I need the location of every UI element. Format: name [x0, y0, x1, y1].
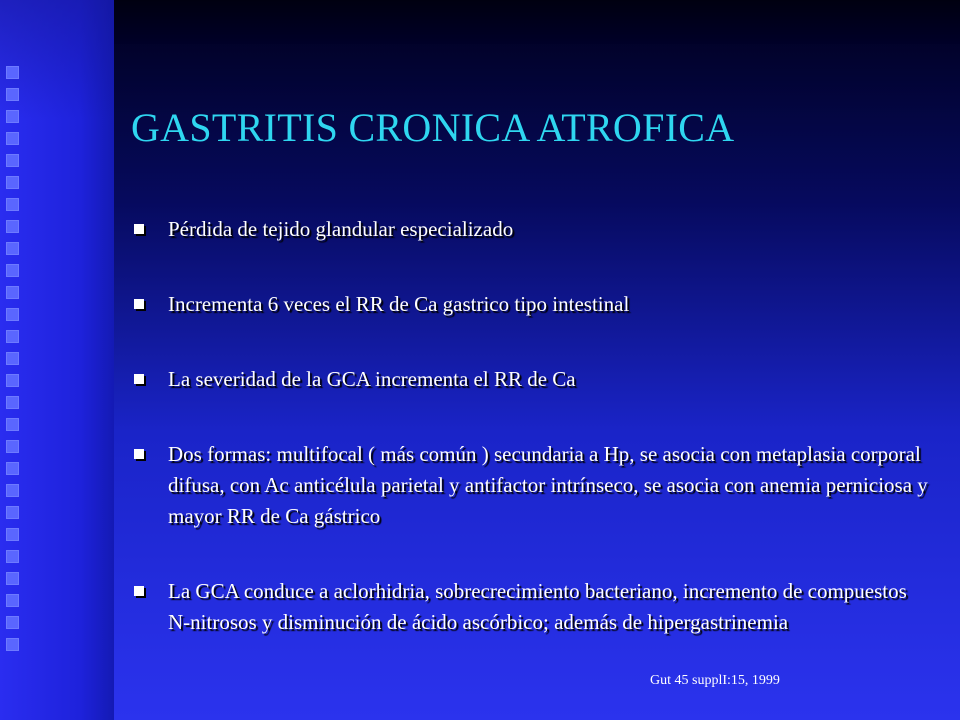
decorative-squares — [6, 66, 26, 660]
decorative-square-icon — [6, 110, 19, 123]
bullet-item — [134, 364, 934, 395]
decorative-square-icon — [6, 550, 19, 563]
square-bullet-icon — [134, 449, 144, 459]
decorative-square-icon — [6, 396, 19, 409]
top-band — [0, 0, 960, 44]
bullet-item — [134, 576, 934, 638]
decorative-square-icon — [6, 154, 19, 167]
decorative-square-icon — [6, 638, 19, 651]
decorative-square-icon — [6, 264, 19, 277]
decorative-square-icon — [6, 572, 19, 585]
decorative-square-icon — [6, 418, 19, 431]
bullet-text: La GCA conduce a aclorhidria, sobrecrecimiento bacteriano, incremento de compuestos N-nitrosos y disminución de ácido ascórbico; además de hipergastrinemia — [168, 579, 907, 634]
square-bullet-icon — [134, 299, 144, 309]
bullet-text: Dos formas: multifocal ( más común ) secundaria a Hp, se asocia con metaplasia corporal difusa, con Ac anticélula parietal y antifactor intrínseco, se asocia con anemia perniciosa y mayor RR de Ca gástrico — [168, 442, 928, 528]
decorative-square-icon — [6, 484, 19, 497]
bullet-text: La severidad de la GCA incrementa el RR de Ca — [168, 367, 576, 391]
square-bullet-icon — [134, 374, 144, 384]
decorative-square-icon — [6, 308, 19, 321]
decorative-square-icon — [6, 506, 19, 519]
bullet-text: Pérdida de tejido glandular especializado — [168, 217, 514, 241]
bullet-item — [134, 439, 934, 532]
left-decorative-strip — [0, 0, 114, 720]
decorative-square-icon — [6, 352, 19, 365]
square-bullet-icon — [134, 586, 144, 596]
decorative-square-icon — [6, 374, 19, 387]
decorative-square-icon — [6, 132, 19, 145]
decorative-square-icon — [6, 440, 19, 453]
citation: Gut 45 supplI:15, 1999 — [650, 673, 780, 688]
decorative-square-icon — [6, 528, 19, 541]
bullet-item — [134, 289, 934, 320]
decorative-square-icon — [6, 66, 19, 79]
slide-title: GASTRITIS CRONICA ATROFICA — [131, 105, 735, 150]
square-bullet-icon — [134, 224, 144, 234]
decorative-square-icon — [6, 594, 19, 607]
bullet-text: Incrementa 6 veces el RR de Ca gastrico tipo intestinal — [168, 292, 630, 316]
decorative-square-icon — [6, 462, 19, 475]
bullet-item — [134, 214, 934, 245]
decorative-square-icon — [6, 330, 19, 343]
decorative-square-icon — [6, 286, 19, 299]
decorative-square-icon — [6, 616, 19, 629]
bullet-list — [134, 214, 934, 638]
decorative-square-icon — [6, 176, 19, 189]
decorative-square-icon — [6, 220, 19, 233]
decorative-square-icon — [6, 242, 19, 255]
decorative-square-icon — [6, 198, 19, 211]
decorative-square-icon — [6, 88, 19, 101]
